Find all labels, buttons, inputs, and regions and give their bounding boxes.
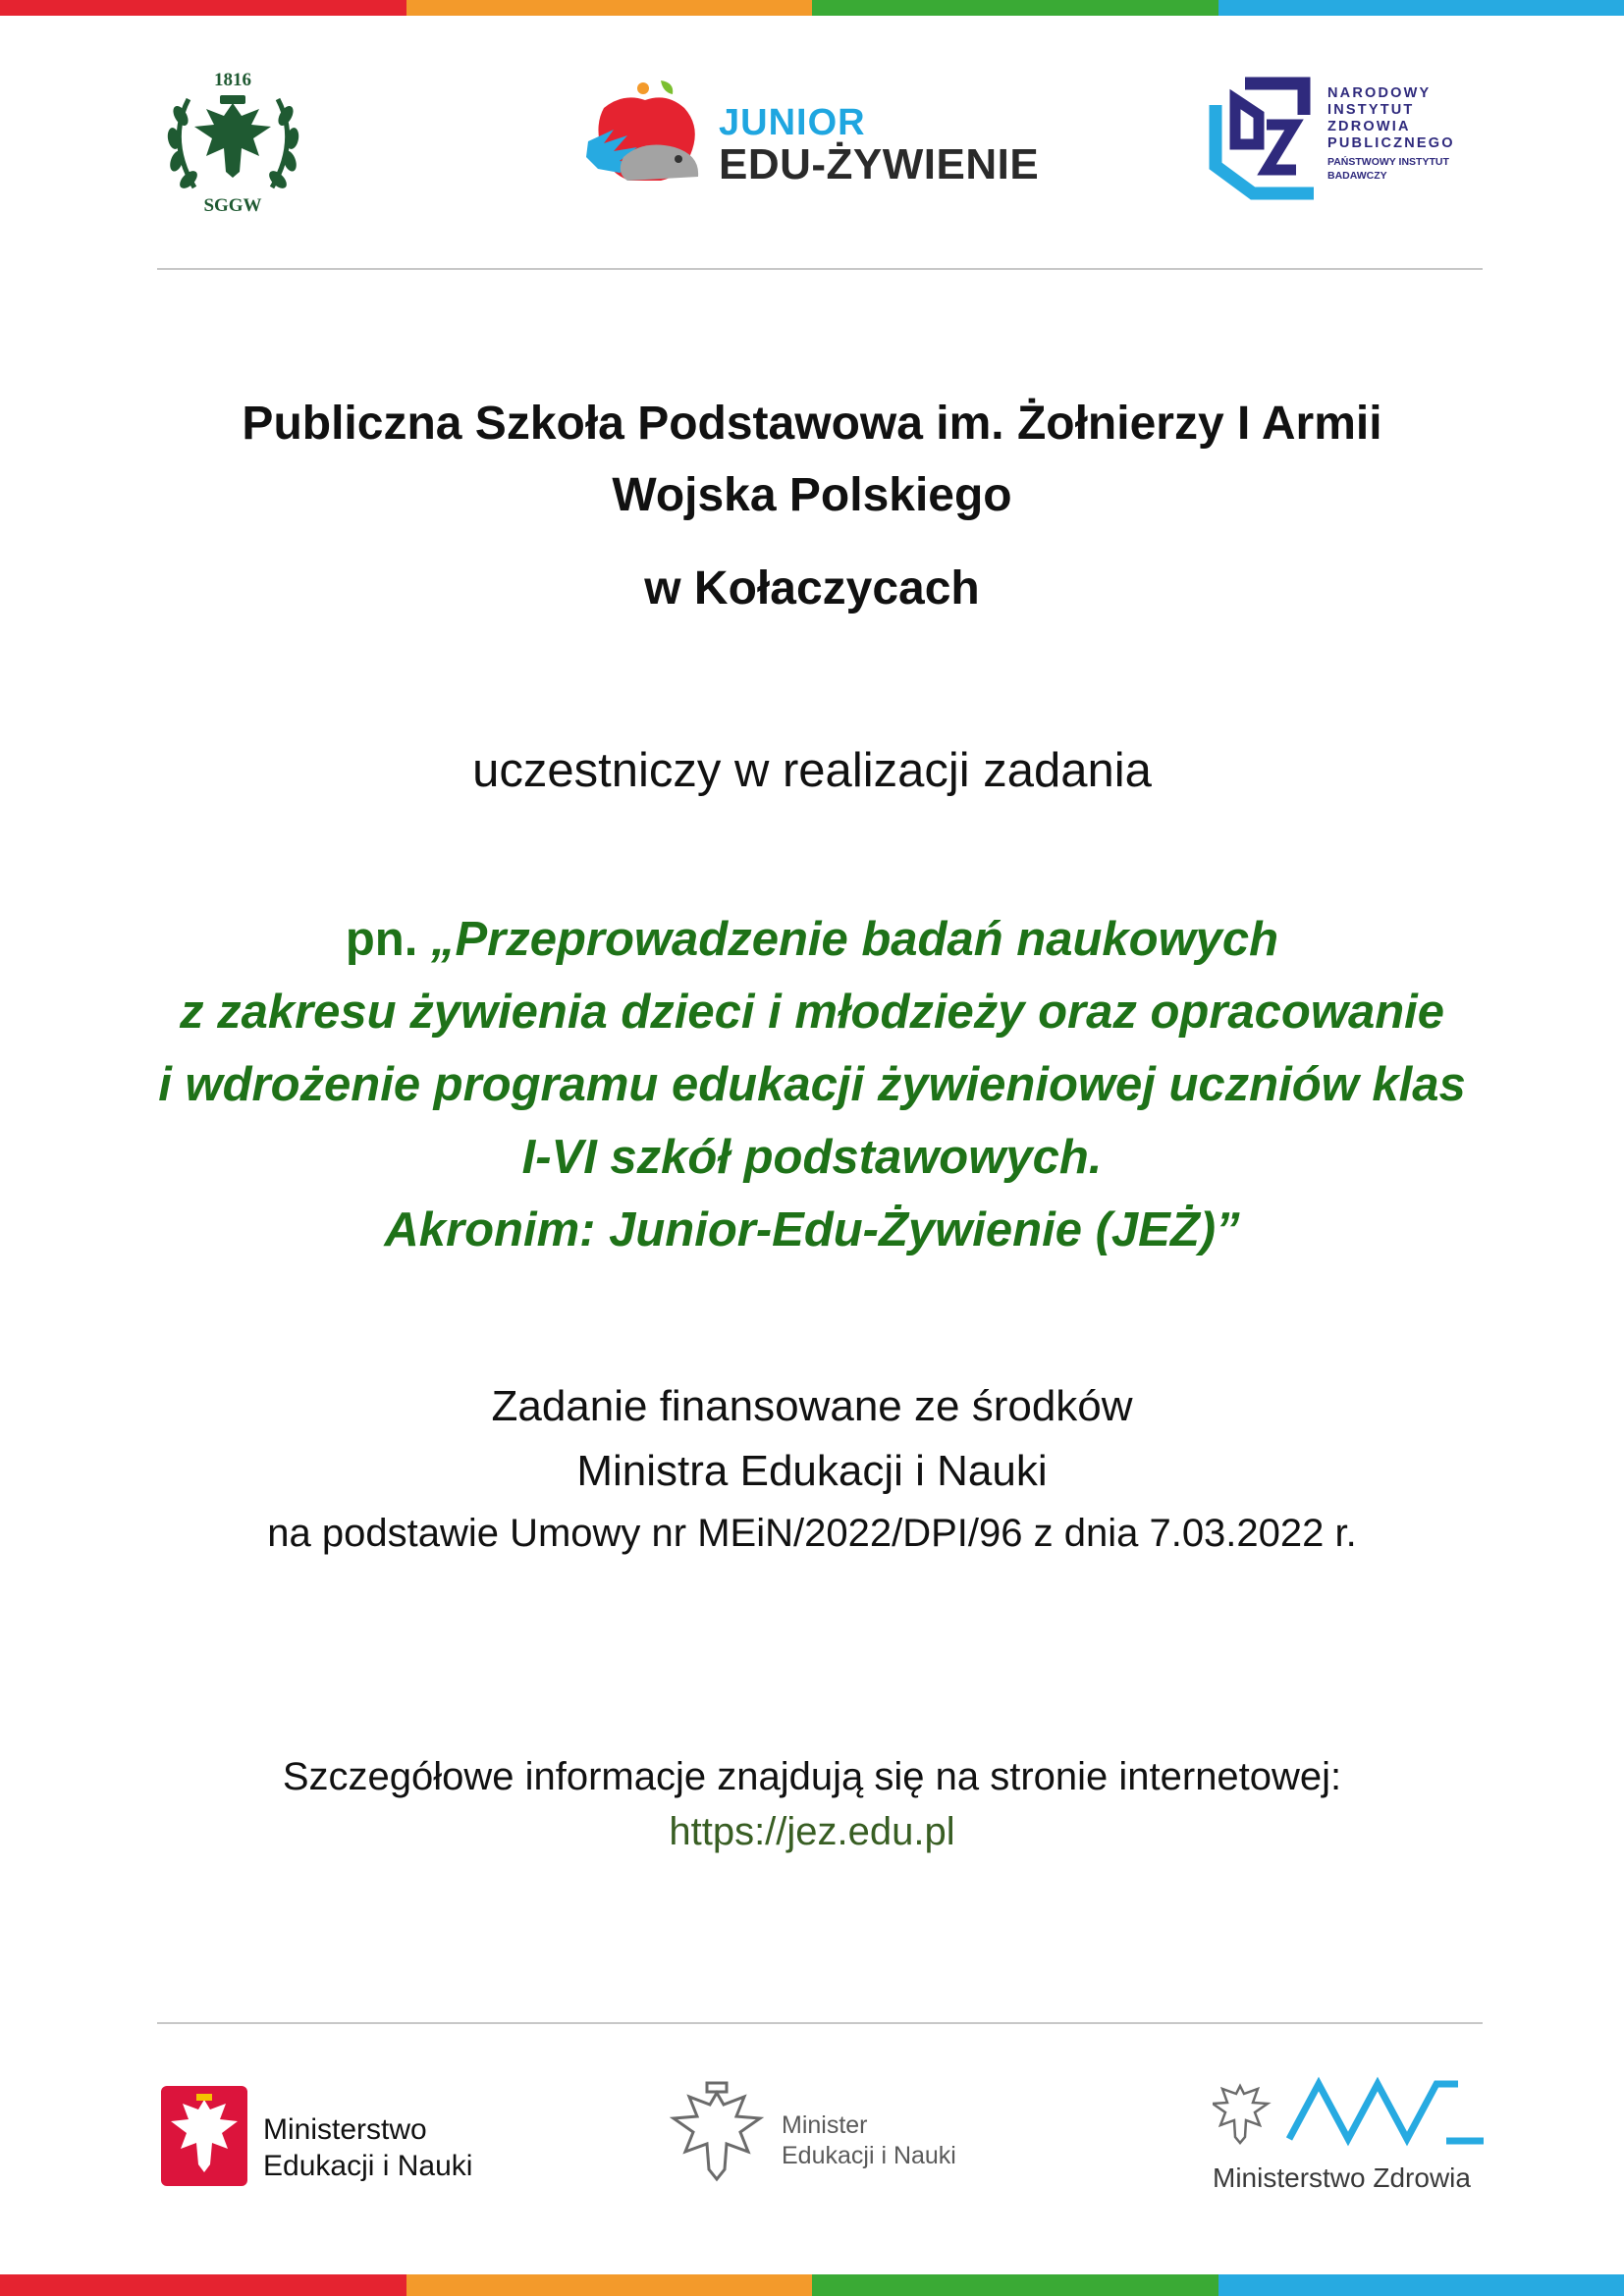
apple-hedgehog-icon: [584, 79, 717, 196]
funding-contract: na podstawie Umowy nr MEiN/2022/DPI/96 z dnia 7.03.2022 r.: [267, 1512, 1357, 1555]
more-info-text: Szczegółowe informacje znajdują się na stronie internetowej:: [282, 1755, 1342, 1798]
mz-wave-icon: [1289, 2084, 1484, 2141]
school-name: [0, 388, 1624, 624]
junior-logo-line2: EDU-ŻYWIENIE: [719, 140, 1040, 188]
grey-eagle-icon: [668, 2079, 766, 2187]
funding-info: [0, 1374, 1624, 1563]
nizp-sub-line-1: PAŃSTWOWY INSTYTUT: [1327, 156, 1449, 169]
junior-logo-line1: JUNIOR: [719, 102, 866, 143]
nizp-line-2: INSTYTUT: [1327, 102, 1415, 119]
header-divider: [157, 268, 1483, 270]
nizp-sub-line-2: BADAWCZY: [1327, 170, 1387, 183]
nizp-line-1: NARODOWY: [1327, 85, 1432, 101]
funding-line2: Ministra Edukacji i Nauki: [576, 1447, 1048, 1495]
project-title-line4: I-VI szkół podstawowych.: [521, 1131, 1103, 1184]
men-ministry-line2: Edukacji i Nauki: [263, 2150, 473, 2182]
bottom-color-stripe: [0, 2274, 1624, 2296]
health-ministry-logo: [1213, 2076, 1488, 2194]
header-logos: [157, 54, 1483, 221]
junior-edu-zywienie-logo: [584, 79, 1046, 206]
nizp-line-3: ZDROWIA: [1327, 119, 1411, 135]
sggw-logo: [157, 62, 309, 219]
project-title-line1-text: „Przeprowadzenie badań naukowych: [430, 913, 1279, 966]
more-info: [0, 1749, 1624, 1859]
men-minister-line2: Edukacji i Nauki: [782, 2142, 956, 2169]
project-title-line1: [0, 903, 1624, 976]
project-acronym: Akronim: Junior-Edu-Żywienie (JEŻ)”: [384, 1203, 1240, 1256]
school-city: w Kołaczycach: [644, 562, 980, 614]
men-ministry-logo: [157, 2086, 511, 2194]
white-eagle-red-shield-icon: [161, 2086, 247, 2186]
grey-eagle-small-icon: [1213, 2086, 1268, 2143]
men-minister-line1: Minister: [782, 2111, 868, 2139]
nizp-pzh-logo: [1206, 76, 1500, 203]
project-title-line2: z zakresu żywienia dzieci i młodzieży oraz opracowanie: [179, 986, 1445, 1039]
pzh-emblem-icon: [1206, 76, 1324, 203]
sggw-year: 1816: [214, 70, 251, 90]
funding-line1: Zadanie finansowane ze środków: [491, 1382, 1133, 1430]
website-link[interactable]: https://jez.edu.pl: [669, 1810, 955, 1853]
project-title-line3: i wdrożenie programu edukacji żywieniowej uczniów klas: [158, 1058, 1466, 1111]
footer-divider: [157, 2022, 1483, 2024]
project-title: [0, 903, 1624, 1266]
top-color-stripe: [0, 0, 1624, 16]
men-ministry-line1: Ministerstwo: [263, 2113, 427, 2146]
footer-logos: [157, 2069, 1483, 2207]
participation-text: uczestniczy w realizacji zadania: [472, 744, 1152, 797]
health-ministry-label: Ministerstwo Zdrowia: [1213, 2163, 1471, 2193]
nizp-line-4: PUBLICZNEGO: [1327, 135, 1455, 152]
sggw-name: SGGW: [203, 195, 262, 216]
men-minister-logo: [668, 2079, 1001, 2187]
school-name-line1: Publiczna Szkoła Podstawowa im. Żołnierzy I Armii: [242, 398, 1382, 450]
project-pn-prefix: pn.: [345, 913, 431, 966]
school-name-line2: Wojska Polskiego: [612, 469, 1012, 521]
